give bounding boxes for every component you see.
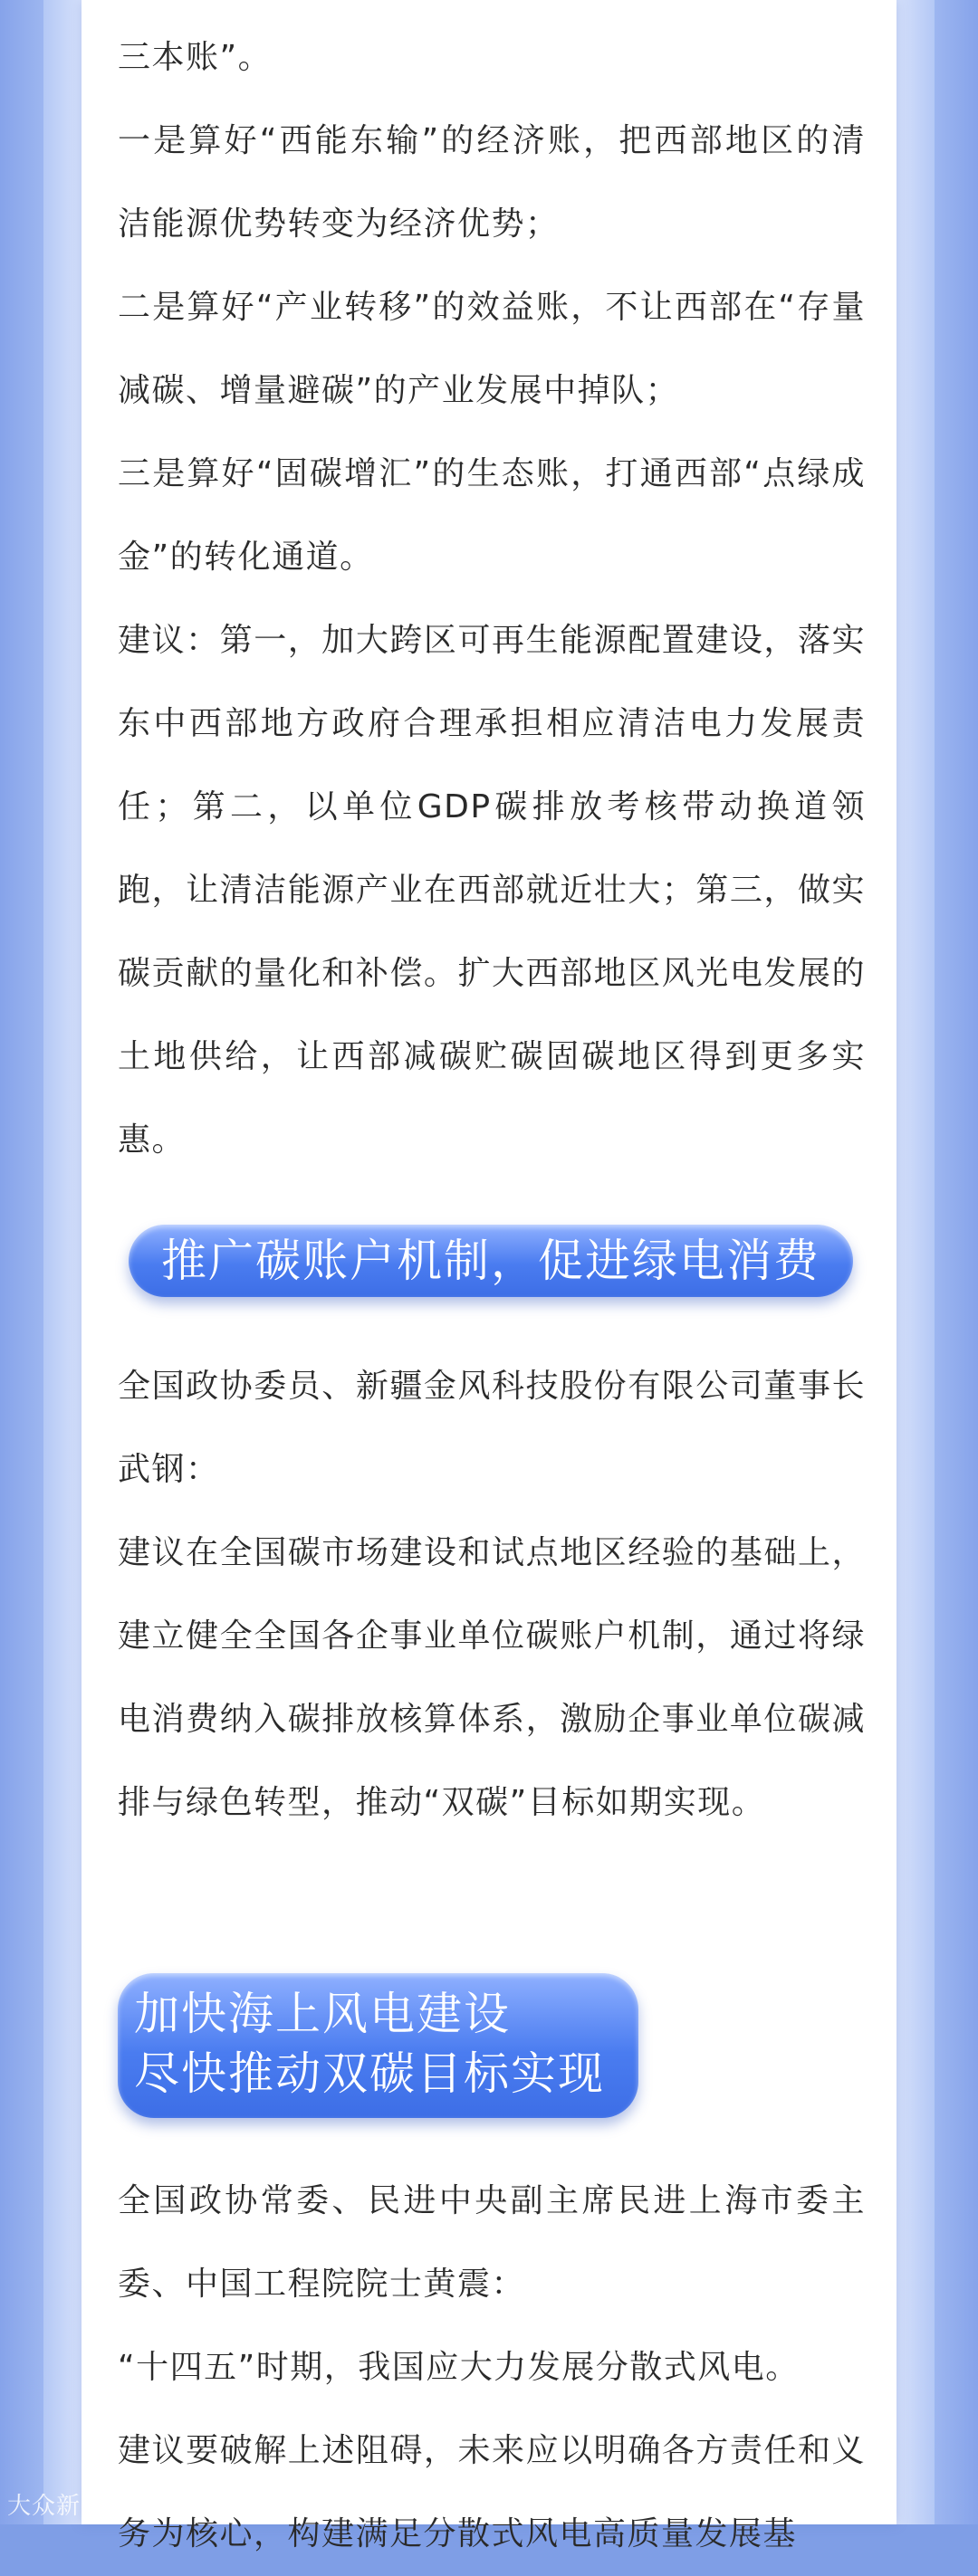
left-border-outer: [0, 0, 43, 2524]
paragraph: 二是算好“产业转移”的效益账，不让西部在“存量减碳、增量避碳”的产业发展中掉队；: [118, 289, 866, 409]
article-section-offshore-wind: [118, 2160, 866, 2576]
article-section-western-accounts: [118, 16, 866, 1182]
paragraph: 三是算好“固碳增汇”的生态账，打通西部“点绿成金”的转化通道。: [118, 455, 866, 576]
watermark-text: 大众新闻: [7, 2493, 106, 2520]
paragraph: 三本账”。: [118, 39, 273, 76]
section-heading-offshore-wind: [118, 1973, 638, 2118]
paragraph: 建议：第一，加大跨区可再生能源配置建设，落实东中西部地方政府合理承担相应清洁电力发展责任；第二，以单位GDP碳排放考核带动换道领跑，让清洁能源产业在西部就近壮大；第三，做实碳贡献的量化和补偿。扩大西部地区风光电发展的土地供给，让西部减碳贮碳固碳地区得到更多实惠。: [118, 622, 866, 1159]
section-heading-carbon-account: 推广碳账户机制，促进绿电消费: [129, 1225, 853, 1297]
article-section-carbon-account: [118, 1345, 866, 1845]
speaker-intro: 全国政协委员、新疆金风科技股份有限公司董事长武钢：: [118, 1368, 866, 1488]
paragraph: 建议要破解上述阻碍，未来应以明确各方责任和义务为核心，构建满足分散式风电高质量发展基: [118, 2432, 866, 2552]
paragraph: “十四五”时期，我国应大力发展分散式风电。: [118, 2349, 800, 2386]
speaker-intro: 全国政协常委、民进中央副主席民进上海市委主委、中国工程院院士黄震：: [118, 2182, 866, 2303]
paragraph: 建议在全国碳市场建设和试点地区经验的基础上，建立健全全国各企事业单位碳账户机制，通过将绿电消费纳入碳排放核算体系，激励企事业单位碳减排与绿色转型，推动“双碳”目标如期实现。: [118, 1534, 866, 1821]
heading-line: 尽快推动双碳目标实现: [134, 2047, 605, 2100]
right-border-inner: [896, 0, 935, 2524]
paragraph: 一是算好“西能东输”的经济账，把西部地区的清洁能源优势转变为经济优势；: [118, 122, 866, 243]
right-border-outer: [935, 0, 978, 2524]
heading-line: 加快海上风电建设: [134, 1988, 511, 2040]
left-border-inner: [43, 0, 82, 2524]
